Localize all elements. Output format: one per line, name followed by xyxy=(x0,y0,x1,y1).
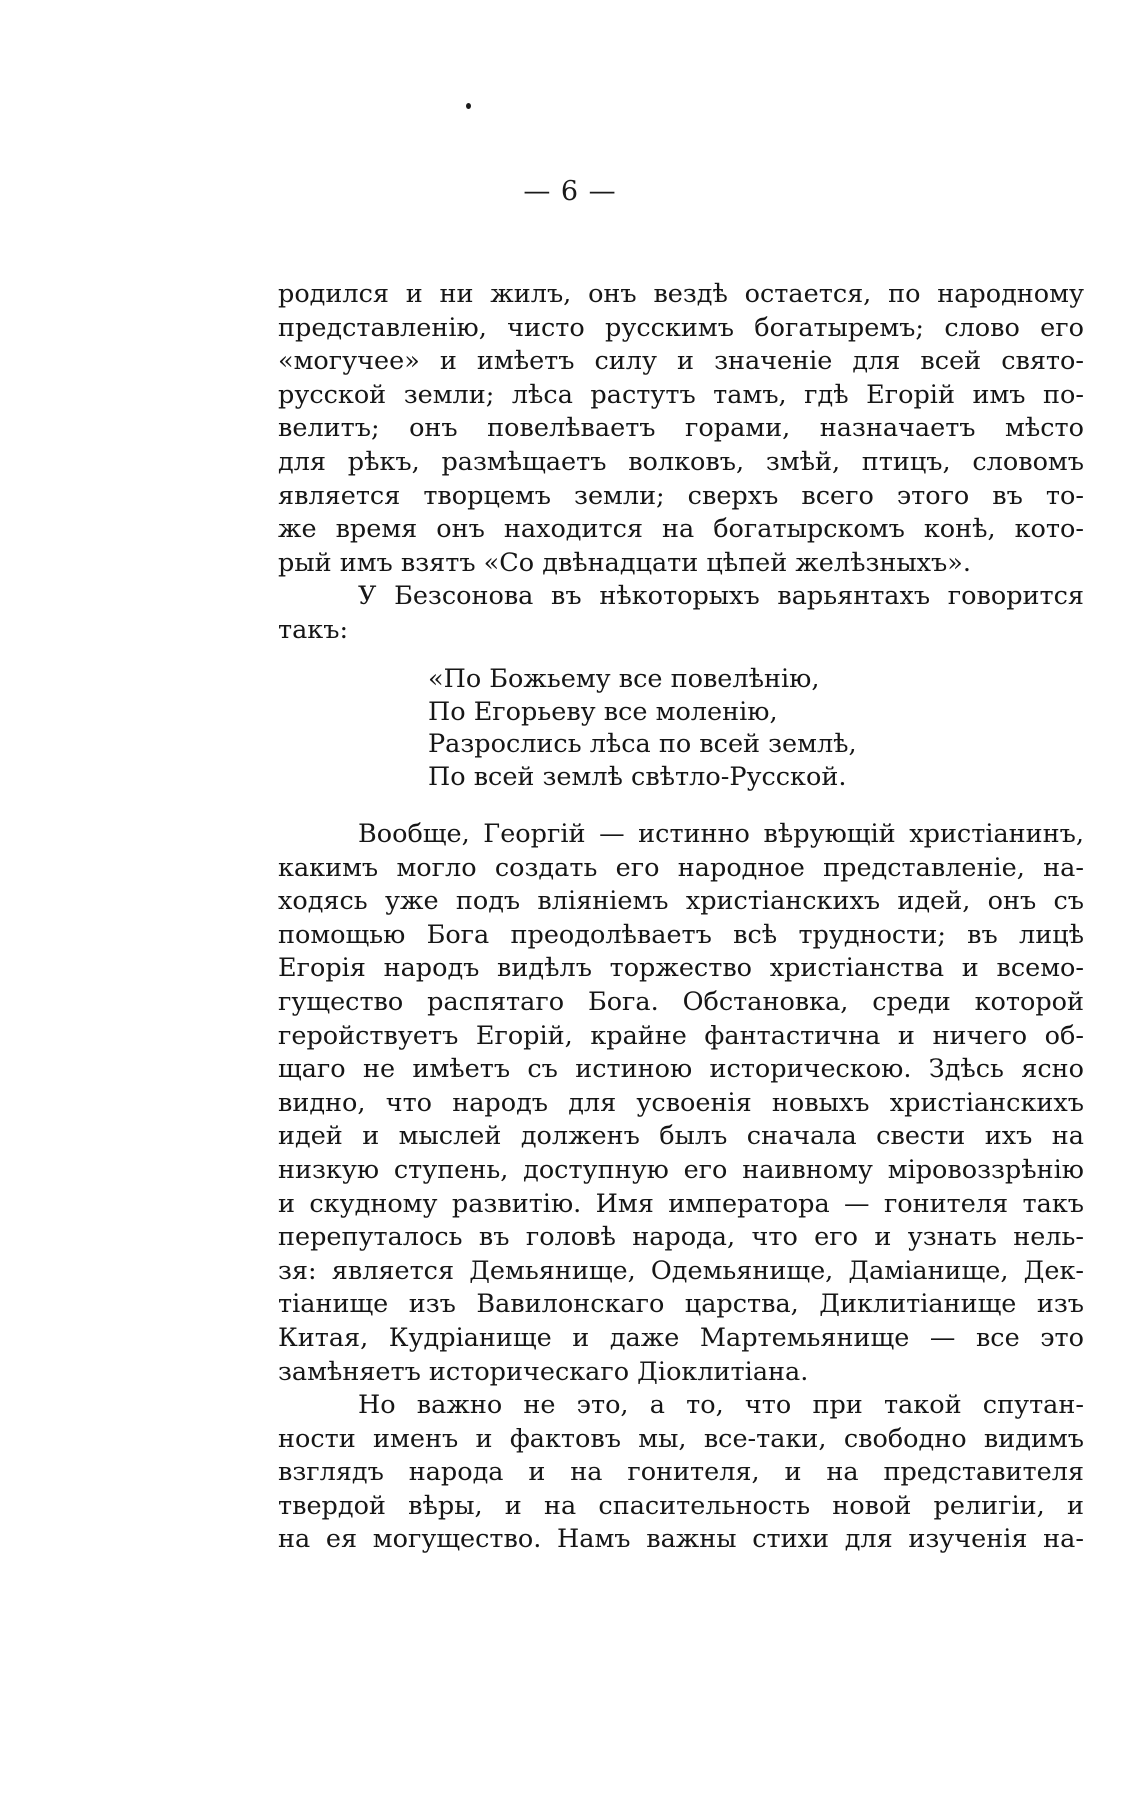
text-line: Китая, Кудріанище и даже Мартемьянище — все это xyxy=(278,1322,1084,1353)
verse-line: По Егорьеву все моленію, xyxy=(428,696,778,727)
text-line: Вообще, Георгій — истинно вѣрующій христіанинъ, xyxy=(358,819,1084,849)
text-line: перепуталось въ головѣ народа, что его и узнать нель- xyxy=(278,1222,1084,1253)
text-line: геройствуетъ Егорій, крайне фантастична и ничего об- xyxy=(278,1020,1084,1051)
text-line: У Безсонова въ нѣкоторыхъ варьянтахъ говорится xyxy=(358,581,1084,612)
text-line: рый имъ взятъ «Со двѣнадцати цѣпей желѣзныхъ». xyxy=(278,547,971,578)
text-line: взглядъ народа и на гонителя, и на представителя xyxy=(278,1457,1084,1488)
text-line: тіанище изъ Вавилонскаго царства, Диклитіанище изъ xyxy=(278,1289,1084,1320)
verse-line: Разрослись лѣса по всей землѣ, xyxy=(428,729,857,759)
text-line: видно, что народъ для усвоенія новыхъ христіанскихъ xyxy=(278,1087,1084,1118)
verse-line: По всей землѣ свѣтло-Русской. xyxy=(428,761,847,792)
text-line: является творцемъ земли; сверхъ всего этого въ то- xyxy=(278,480,1084,511)
text-line: щаго не имѣетъ съ истиною историческою. Здѣсь ясно xyxy=(278,1054,1084,1085)
text-line: идей и мыслей долженъ былъ сначала свести ихъ на xyxy=(278,1121,1084,1152)
text-line: зя: является Демьянище, Одемьянище, Даміанище, Дек- xyxy=(278,1255,1084,1286)
text-line: для рѣкъ, размѣщаетъ волковъ, змѣй, птицъ, словомъ xyxy=(278,446,1084,477)
text-line: такъ: xyxy=(278,614,349,645)
text-line: «могучее» и имѣетъ силу и значеніе для всей свято- xyxy=(278,346,1084,377)
page-number: — 6 — xyxy=(523,176,617,207)
text-line: гущество распятаго Бога. Обстановка, среди которой xyxy=(278,986,1084,1017)
text-block-top xyxy=(278,278,1084,648)
text-line: родился и ни жилъ, онъ вездѣ остается, по народному xyxy=(278,279,1084,309)
text-line: ности именъ и фактовъ мы, все-таки, свободно видимъ xyxy=(278,1423,1084,1454)
text-line: и скудному развитію. Имя императора — гонителя такъ xyxy=(278,1188,1084,1219)
text-line: русской земли; лѣса растутъ тамъ, гдѣ Егорій имъ по- xyxy=(278,379,1084,410)
ink-speck xyxy=(466,103,471,109)
text-line: же время онъ находится на богатырскомъ конѣ, кото- xyxy=(278,514,1084,545)
text-line: Но важно не это, а то, что при такой спутан- xyxy=(358,1390,1084,1421)
text-line: помощью Бога преодолѣваетъ всѣ трудности; въ лицѣ xyxy=(278,919,1084,950)
text-line: низкую ступень, доступную его наивному міровоззрѣнію xyxy=(278,1154,1084,1185)
text-line: какимъ могло создать его народное представленіе, на- xyxy=(278,852,1084,883)
text-line: на ея могущество. Намъ важны стихи для изученія на- xyxy=(278,1524,1084,1555)
text-line: замѣняетъ историческаго Діоклитіана. xyxy=(278,1356,809,1387)
text-line: ходясь уже подъ вліяніемъ христіанскихъ идей, онъ съ xyxy=(278,886,1084,917)
text-block-bottom xyxy=(278,818,1084,1557)
text-line: твердой вѣры, и на спасительность новой религіи, и xyxy=(278,1490,1084,1521)
verse-line: «По Божьему все повелѣнію, xyxy=(428,664,820,694)
verse-quote xyxy=(428,663,857,793)
text-line: велитъ; онъ повелѣваетъ горами, назначаетъ мѣсто xyxy=(278,413,1084,444)
text-line: Егорія народъ видѣлъ торжество христіанства и всемо- xyxy=(278,953,1084,984)
text-line: представленію, чисто русскимъ богатыремъ; слово его xyxy=(278,312,1084,343)
